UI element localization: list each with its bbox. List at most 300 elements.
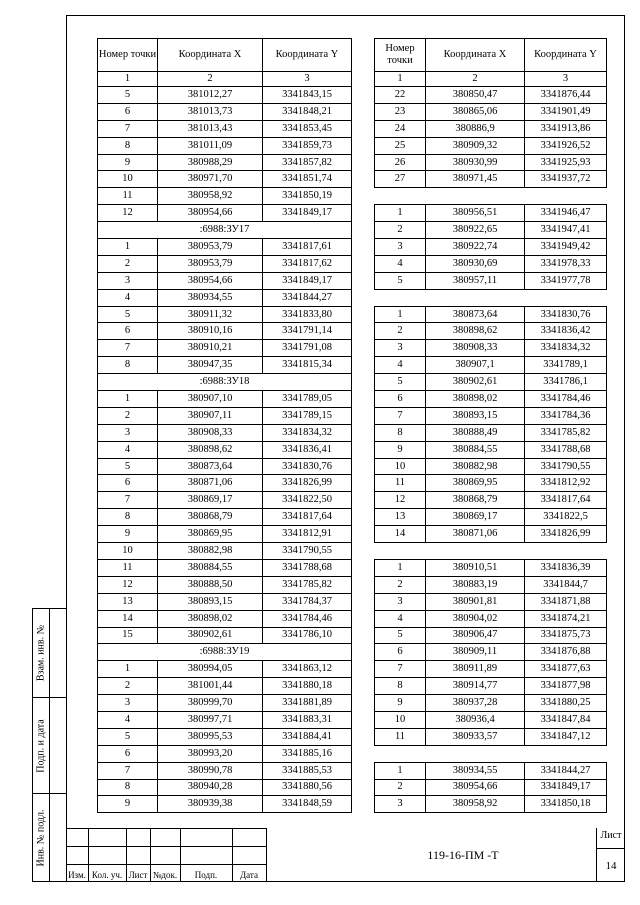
x-coordinate-cell: 380922,65 [426,222,525,239]
section-label: :6988:ЗУ18 [98,374,352,391]
x-coordinate-cell: 380869,17 [158,492,263,509]
x-coordinate-cell: 380911,32 [158,306,263,323]
x-coordinate-cell: 380902,61 [426,374,525,391]
table-row [375,762,607,779]
y-coordinate-cell: 3341863,12 [263,661,352,678]
x-coordinate-cell: 380883,19 [426,576,525,593]
x-coordinate-cell: 380914,77 [426,678,525,695]
table-row [375,695,607,712]
x-coordinate-cell: 380910,21 [158,340,263,357]
x-coordinate-cell: 380868,79 [426,492,525,509]
sidebar-label-podp: Подп. и дата [35,718,47,773]
point-number-cell: 23 [375,103,426,120]
table-row [375,306,607,323]
point-number-cell: 12 [375,492,426,509]
stamp-label-data: Дата [240,870,258,880]
table-row [98,458,352,475]
point-number-cell: 10 [98,171,158,188]
table-row [375,239,607,256]
point-number-cell: 2 [375,222,426,239]
x-coordinate-cell: 380882,98 [158,543,263,560]
table-row [98,205,352,222]
table-row [375,289,607,306]
x-coordinate-cell: 380956,51 [426,205,525,222]
point-number-cell: 12 [98,205,158,222]
table-row [98,87,352,104]
y-coordinate-cell: 3341844,27 [263,289,352,306]
y-coordinate-cell: 3341789,15 [263,407,352,424]
point-number-cell: 10 [375,711,426,728]
table-row [98,492,352,509]
table-row [375,391,607,408]
table-row [98,391,352,408]
table-row [375,610,607,627]
point-number-cell: 2 [98,407,158,424]
x-coordinate-cell: 380873,64 [158,458,263,475]
table-row [98,239,352,256]
sidebar-value-vzam [50,609,66,697]
table-row [375,796,607,813]
sidebar-cell-podp [33,697,49,793]
header-point: Номер точки [98,39,158,72]
point-number-cell: 5 [375,374,426,391]
table-row [98,762,352,779]
point-number-cell: 14 [98,610,158,627]
header-y: Координата Y [263,39,352,72]
point-number-cell: 10 [98,543,158,560]
table-row [375,120,607,137]
table-row [375,644,607,661]
point-number-cell: 7 [98,120,158,137]
header-y: Координата Y [525,39,607,72]
table-row [98,779,352,796]
x-coordinate-cell: 380953,79 [158,239,263,256]
x-coordinate-cell: 380906,47 [426,627,525,644]
table-row [375,87,607,104]
table-row [375,543,607,560]
header-point: Номер точки [375,39,426,72]
x-coordinate-cell: 380871,06 [426,526,525,543]
x-coordinate-cell: 380909,32 [426,137,525,154]
point-number-cell: 8 [98,509,158,526]
y-coordinate-cell: 3341844,7 [525,576,607,593]
table-row [98,424,352,441]
point-number-cell: 3 [375,239,426,256]
stamp-label-ndok: №док. [152,870,178,880]
x-coordinate-cell: 380937,28 [426,695,525,712]
y-coordinate-cell: 3341790,55 [263,543,352,560]
x-coordinate-cell: 381012,27 [158,87,263,104]
x-coordinate-cell: 380930,99 [426,154,525,171]
y-coordinate-cell: 3341784,46 [525,391,607,408]
point-number-cell: 7 [375,407,426,424]
point-number-cell: 13 [98,593,158,610]
y-coordinate-cell: 3341876,44 [525,87,607,104]
x-coordinate-cell: 380888,50 [158,576,263,593]
x-coordinate-cell: 380869,17 [426,509,525,526]
y-coordinate-cell: 3341884,41 [263,728,352,745]
point-number-cell: 7 [98,762,158,779]
point-number-cell: 3 [375,796,426,813]
point-number-cell: 25 [375,137,426,154]
table-row [98,644,352,661]
point-number-cell: 12 [98,576,158,593]
y-coordinate-cell: 3341877,98 [525,678,607,695]
coordinates-table-right-body [375,87,607,813]
header-x: Координата X [158,39,263,72]
section-separator [375,543,607,560]
point-number-cell: 3 [375,340,426,357]
stamp-label-list: Лист [128,870,148,880]
table-row [98,509,352,526]
coordinates-table-left-body [98,87,352,813]
table-row [98,695,352,712]
section-separator [375,188,607,205]
y-coordinate-cell: 3341885,53 [263,762,352,779]
point-number-cell: 13 [375,509,426,526]
header-col-1: 1 [375,72,426,87]
y-coordinate-cell: 3341876,88 [525,644,607,661]
sidebar-cell-vzam [33,609,49,697]
y-coordinate-cell: 3341850,18 [525,796,607,813]
stamp-label-kol: Кол. уч. [91,870,123,880]
table-row [98,711,352,728]
table-row [98,576,352,593]
x-coordinate-cell: 380882,98 [426,458,525,475]
y-coordinate-cell: 3341788,68 [263,559,352,576]
section-label: :6988:ЗУ19 [98,644,352,661]
table-row [375,222,607,239]
table-row [375,627,607,644]
y-coordinate-cell: 3341790,55 [525,458,607,475]
table-row [98,222,352,239]
y-coordinate-cell: 3341826,99 [525,526,607,543]
x-coordinate-cell: 380904,02 [426,610,525,627]
point-number-cell: 26 [375,154,426,171]
point-number-cell: 1 [98,239,158,256]
table-row [375,272,607,289]
table-row [98,407,352,424]
y-coordinate-cell: 3341848,21 [263,103,352,120]
table-row [98,678,352,695]
x-coordinate-cell: 380893,15 [158,593,263,610]
sidebar-value-podp [50,697,66,793]
y-coordinate-cell: 3341836,39 [525,559,607,576]
table-row [375,728,607,745]
y-coordinate-cell: 3341880,56 [263,779,352,796]
y-coordinate-cell: 3341849,17 [263,272,352,289]
header-col-2: 2 [426,72,525,87]
y-coordinate-cell: 3341880,25 [525,695,607,712]
x-coordinate-cell: 380936,4 [426,711,525,728]
x-coordinate-cell: 380934,55 [158,289,263,306]
x-coordinate-cell: 381001,44 [158,678,263,695]
y-coordinate-cell: 3341847,12 [525,728,607,745]
y-coordinate-cell: 3341946,47 [525,205,607,222]
y-coordinate-cell: 3341834,32 [263,424,352,441]
x-coordinate-cell: 380898,62 [426,323,525,340]
y-coordinate-cell: 3341788,68 [525,441,607,458]
x-coordinate-cell: 380869,95 [158,526,263,543]
point-number-cell: 6 [98,745,158,762]
y-coordinate-cell: 3341853,45 [263,120,352,137]
point-number-cell: 15 [98,627,158,644]
table-row [375,678,607,695]
y-coordinate-cell: 3341786,10 [263,627,352,644]
header-x: Координата X [426,39,525,72]
y-coordinate-cell: 3341786,1 [525,374,607,391]
y-coordinate-cell: 3341843,15 [263,87,352,104]
point-number-cell: 9 [375,695,426,712]
header-col-3: 3 [263,72,352,87]
point-number-cell: 6 [98,103,158,120]
x-coordinate-cell: 380850,47 [426,87,525,104]
table-row [375,492,607,509]
table-row [375,441,607,458]
y-coordinate-cell: 3341789,05 [263,391,352,408]
point-number-cell: 5 [98,458,158,475]
table-row [98,188,352,205]
table-row [98,661,352,678]
x-coordinate-cell: 380869,95 [426,475,525,492]
x-coordinate-cell: 381013,73 [158,103,263,120]
y-coordinate-cell: 3341901,49 [525,103,607,120]
table-row [375,103,607,120]
section-separator [375,745,607,762]
x-coordinate-cell: 380958,92 [426,796,525,813]
point-number-cell: 3 [98,695,158,712]
point-number-cell: 10 [375,458,426,475]
table-row [98,796,352,813]
sidebar-labels [32,608,49,882]
y-coordinate-cell: 3341815,34 [263,357,352,374]
table-row [98,441,352,458]
y-coordinate-cell: 3341784,37 [263,593,352,610]
sheet-number: 14 [597,848,625,882]
table-row [98,593,352,610]
point-number-cell: 7 [375,661,426,678]
point-number-cell: 24 [375,120,426,137]
point-number-cell: 6 [375,391,426,408]
x-coordinate-cell: 380939,38 [158,796,263,813]
table-row [98,745,352,762]
point-number-cell: 6 [375,644,426,661]
y-coordinate-cell: 3341913,86 [525,120,607,137]
y-coordinate-cell: 3341826,99 [263,475,352,492]
y-coordinate-cell: 3341849,17 [525,779,607,796]
y-coordinate-cell: 3341822,5 [525,509,607,526]
table-row [98,475,352,492]
x-coordinate-cell: 380902,61 [158,627,263,644]
x-coordinate-cell: 380993,20 [158,745,263,762]
title-block-grid [66,828,266,882]
table-row [375,255,607,272]
x-coordinate-cell: 380954,66 [158,205,263,222]
table-row [375,424,607,441]
x-coordinate-cell: 380873,64 [426,306,525,323]
header-col-1: 1 [98,72,158,87]
table-row [98,120,352,137]
table-row [375,407,607,424]
point-number-cell: 11 [375,475,426,492]
table-row [375,374,607,391]
point-number-cell: 8 [375,424,426,441]
sidebar-label-inv: Инв. № подл. [35,809,47,866]
y-coordinate-cell: 3341817,62 [263,255,352,272]
x-coordinate-cell: 380971,70 [158,171,263,188]
section-label: :6988:ЗУ17 [98,222,352,239]
table-row [375,745,607,762]
section-separator [375,289,607,306]
y-coordinate-cell: 3341830,76 [525,306,607,323]
table-row [375,779,607,796]
point-number-cell: 8 [98,779,158,796]
table-row [375,205,607,222]
y-coordinate-cell: 3341926,52 [525,137,607,154]
point-number-cell: 4 [375,357,426,374]
point-number-cell: 9 [375,441,426,458]
y-coordinate-cell: 3341812,92 [525,475,607,492]
x-coordinate-cell: 380990,78 [158,762,263,779]
y-coordinate-cell: 3341848,59 [263,796,352,813]
point-number-cell: 11 [98,559,158,576]
y-coordinate-cell: 3341880,18 [263,678,352,695]
point-number-cell: 4 [98,441,158,458]
x-coordinate-cell: 381011,09 [158,137,263,154]
table-row [98,289,352,306]
y-coordinate-cell: 3341977,78 [525,272,607,289]
y-coordinate-cell: 3341947,41 [525,222,607,239]
y-coordinate-cell: 3341849,17 [263,205,352,222]
y-coordinate-cell: 3341791,08 [263,340,352,357]
point-number-cell: 2 [375,576,426,593]
document-code: 119-16-ПМ -Т [427,847,499,862]
x-coordinate-cell: 380954,66 [158,272,263,289]
x-coordinate-cell: 380999,70 [158,695,263,712]
y-coordinate-cell: 3341784,46 [263,610,352,627]
point-number-cell: 2 [98,678,158,695]
x-coordinate-cell: 380898,02 [158,610,263,627]
table-row [375,475,607,492]
table-row [375,711,607,728]
point-number-cell: 5 [98,728,158,745]
y-coordinate-cell: 3341791,14 [263,323,352,340]
x-coordinate-cell: 380908,33 [158,424,263,441]
point-number-cell: 7 [98,340,158,357]
table-row [375,171,607,188]
x-coordinate-cell: 380908,33 [426,340,525,357]
point-number-cell: 4 [98,711,158,728]
x-coordinate-cell: 380886,9 [426,120,525,137]
table-row [375,458,607,475]
point-number-cell: 11 [375,728,426,745]
y-coordinate-cell: 3341883,31 [263,711,352,728]
table-row [375,137,607,154]
point-number-cell: 1 [98,391,158,408]
point-number-cell: 14 [375,526,426,543]
x-coordinate-cell: 380910,51 [426,559,525,576]
point-number-cell: 4 [98,289,158,306]
x-coordinate-cell: 380871,06 [158,475,263,492]
x-coordinate-cell: 380898,02 [426,391,525,408]
point-number-cell: 9 [98,796,158,813]
table-row [98,306,352,323]
y-coordinate-cell: 3341836,41 [263,441,352,458]
point-number-cell: 4 [375,610,426,627]
y-coordinate-cell: 3341812,91 [263,526,352,543]
y-coordinate-cell: 3341875,73 [525,627,607,644]
stamp-label-podp: Подп. [194,870,218,880]
x-coordinate-cell: 380868,79 [158,509,263,526]
table-row [98,559,352,576]
table-row [375,526,607,543]
point-number-cell: 11 [98,188,158,205]
x-coordinate-cell: 380934,55 [426,762,525,779]
sheet-label: Лист [600,830,622,841]
sidebar-values [49,608,66,882]
y-coordinate-cell: 3341830,76 [263,458,352,475]
y-coordinate-cell: 3341784,36 [525,407,607,424]
table-row [375,154,607,171]
sidebar-value-inv [50,793,66,881]
table-row [98,154,352,171]
point-number-cell: 3 [98,272,158,289]
coordinates-table-right [374,38,607,813]
x-coordinate-cell: 380911,89 [426,661,525,678]
x-coordinate-cell: 380888,49 [426,424,525,441]
point-number-cell: 2 [375,323,426,340]
y-coordinate-cell: 3341859,73 [263,137,352,154]
point-number-cell: 8 [98,137,158,154]
y-coordinate-cell: 3341785,82 [263,576,352,593]
point-number-cell: 7 [98,492,158,509]
x-coordinate-cell: 380907,11 [158,407,263,424]
point-number-cell: 2 [375,779,426,796]
point-number-cell: 1 [375,205,426,222]
x-coordinate-cell: 380884,55 [158,559,263,576]
y-coordinate-cell: 3341785,82 [525,424,607,441]
sidebar-cell-inv [33,793,49,881]
x-coordinate-cell: 380901,81 [426,593,525,610]
table-row [375,661,607,678]
table-row [98,340,352,357]
y-coordinate-cell: 3341817,64 [263,509,352,526]
table-row [98,543,352,560]
x-coordinate-cell: 380940,28 [158,779,263,796]
y-coordinate-cell: 3341851,74 [263,171,352,188]
y-coordinate-cell: 3341857,82 [263,154,352,171]
point-number-cell: 9 [98,526,158,543]
x-coordinate-cell: 380995,53 [158,728,263,745]
table-row [98,627,352,644]
table-row [375,323,607,340]
x-coordinate-cell: 380907,1 [426,357,525,374]
table-row [98,137,352,154]
table-row [98,255,352,272]
coordinates-table-left [97,38,352,813]
x-coordinate-cell: 380893,15 [426,407,525,424]
table-row [375,188,607,205]
y-coordinate-cell: 3341881,89 [263,695,352,712]
point-number-cell: 5 [375,272,426,289]
point-number-cell: 5 [375,627,426,644]
header-col-2: 2 [158,72,263,87]
x-coordinate-cell: 380971,45 [426,171,525,188]
point-number-cell: 27 [375,171,426,188]
y-coordinate-cell: 3341885,16 [263,745,352,762]
x-coordinate-cell: 380958,92 [158,188,263,205]
table-row [375,357,607,374]
